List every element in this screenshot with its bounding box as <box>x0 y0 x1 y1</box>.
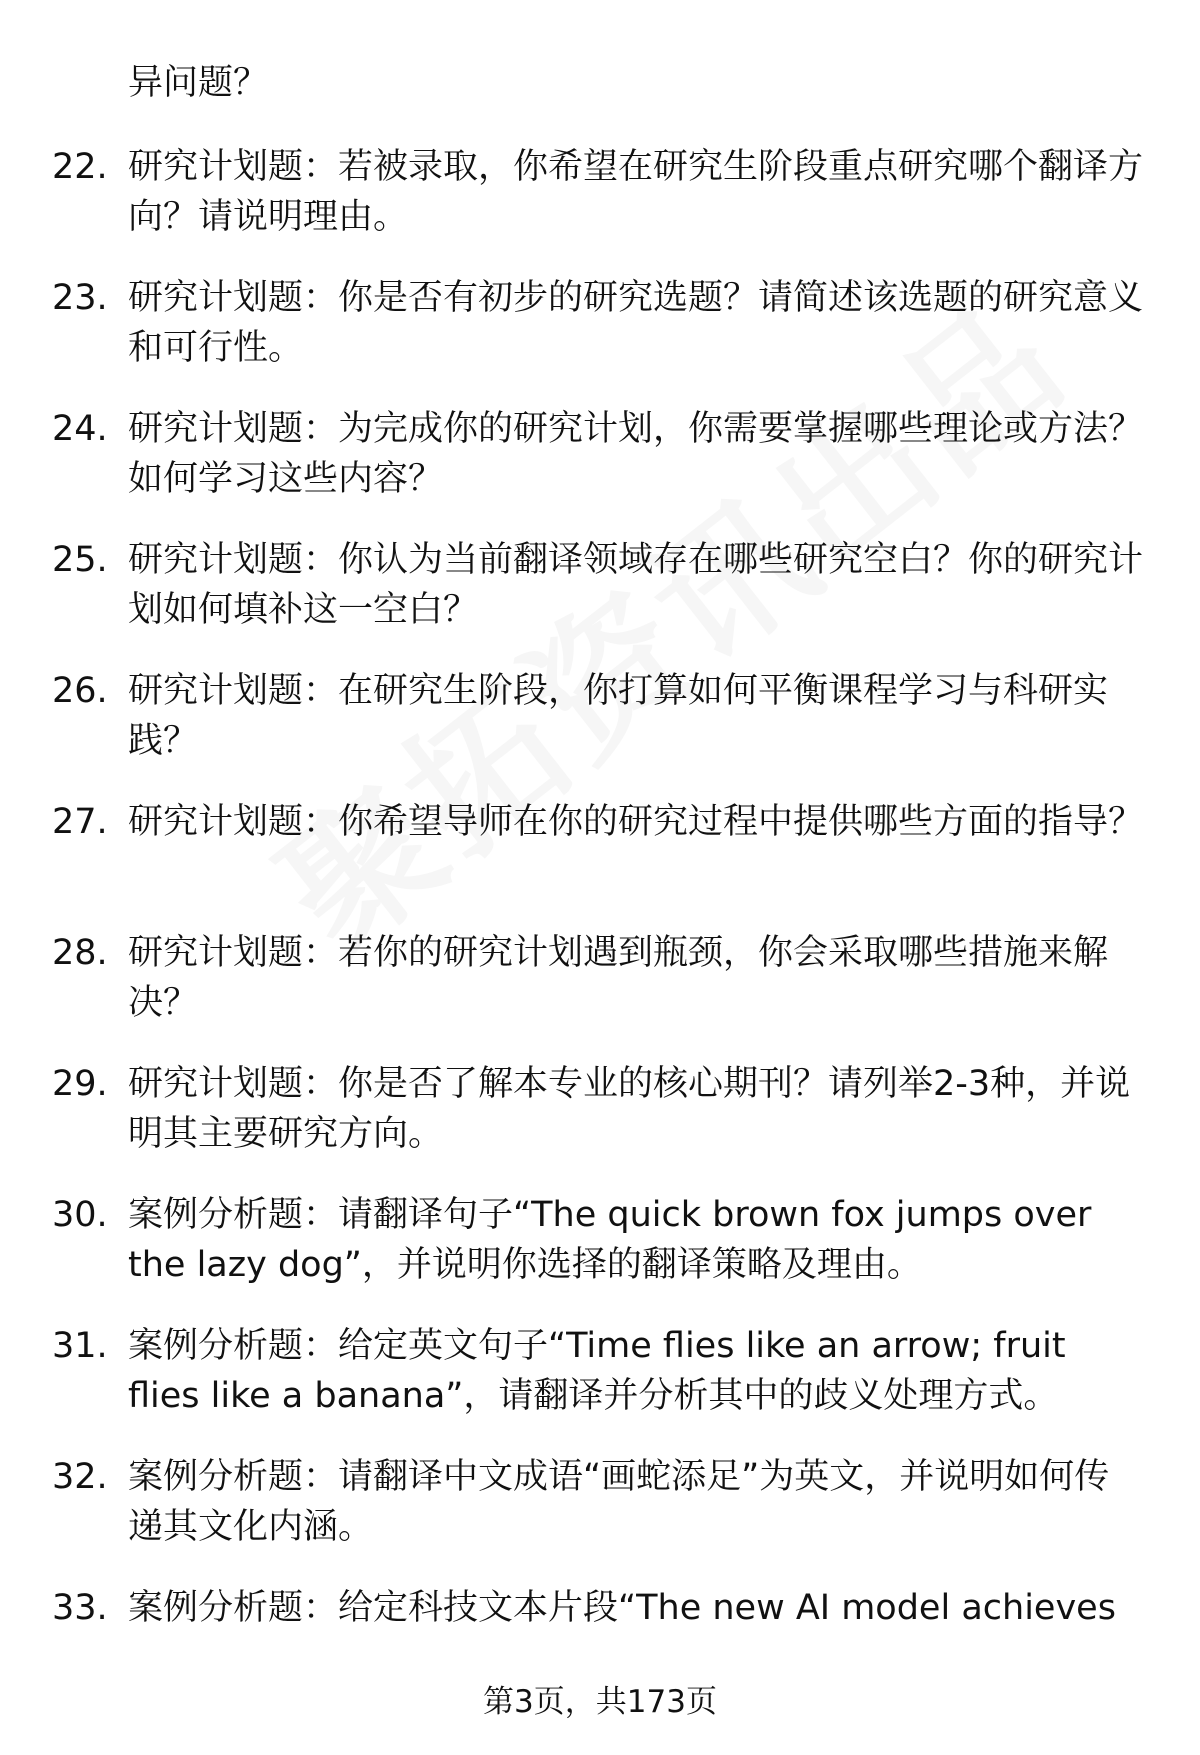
question-number: 29. <box>52 1064 108 1104</box>
question-number: 25. <box>52 540 108 580</box>
question-number: 32. <box>52 1457 108 1497</box>
question-text: 案例分析题：给定英文句子“Time flies like an arrow; fruit flies like a banana”，请翻译并分析其中的歧义处理方式。 <box>128 1326 1066 1416</box>
list-item <box>0 797 1200 928</box>
list-item <box>0 666 1200 797</box>
list-item <box>0 1321 1200 1452</box>
question-text: 案例分析题：给定科技文本片段“The new AI model achieves <box>128 1588 1116 1628</box>
question-number: 28. <box>52 933 108 973</box>
question-text: 研究计划题：在研究生阶段，你打算如何平衡课程学习与科研实践？ <box>128 671 1109 761</box>
question-text: 案例分析题：请翻译中文成语“画蛇添足”为英文，并说明如何传递其文化内涵。 <box>128 1457 1110 1547</box>
question-text: 研究计划题：为完成你的研究计划，你需要掌握哪些理论或方法？如何学习这些内容？ <box>128 409 1144 499</box>
continued-question-text: 异问题？ <box>128 63 269 103</box>
list-item <box>0 1190 1200 1321</box>
question-number: 30. <box>52 1195 108 1235</box>
list-item <box>0 1452 1200 1583</box>
question-text: 研究计划题：若被录取，你希望在研究生阶段重点研究哪个翻译方向？请说明理由。 <box>128 147 1144 237</box>
list-item <box>0 404 1200 535</box>
question-text: 案例分析题：请翻译句子“The quick brown fox jumps over the lazy dog”，并说明你选择的翻译策略及理由。 <box>128 1195 1092 1285</box>
list-item <box>0 142 1200 273</box>
question-text: 研究计划题：你是否了解本专业的核心期刊？请列举2-3种，并说明其主要研究方向。 <box>128 1064 1131 1154</box>
list-item <box>0 535 1200 666</box>
page-number-footer: 第3页，共173页 <box>483 1684 717 1720</box>
question-number: 31. <box>52 1326 108 1366</box>
question-text: 研究计划题：你是否有初步的研究选题？请简述该选题的研究意义和可行性。 <box>128 278 1144 368</box>
question-number: 22. <box>52 147 108 187</box>
question-number: 33. <box>52 1588 108 1628</box>
list-item <box>0 273 1200 404</box>
question-text: 研究计划题：你认为当前翻译领域存在哪些研究空白？你的研究计划如何填补这一空白？ <box>128 540 1144 630</box>
question-text: 研究计划题：你希望导师在你的研究过程中提供哪些方面的指导？ <box>128 802 1144 842</box>
list-item <box>0 1059 1200 1190</box>
question-number: 24. <box>52 409 108 449</box>
question-number: 26. <box>52 671 108 711</box>
list-item <box>0 928 1200 1059</box>
question-number: 23. <box>52 278 108 318</box>
question-text: 研究计划题：若你的研究计划遇到瓶颈，你会采取哪些措施来解决？ <box>128 933 1109 1023</box>
question-number: 27. <box>52 802 108 842</box>
question-list <box>0 142 1200 1714</box>
